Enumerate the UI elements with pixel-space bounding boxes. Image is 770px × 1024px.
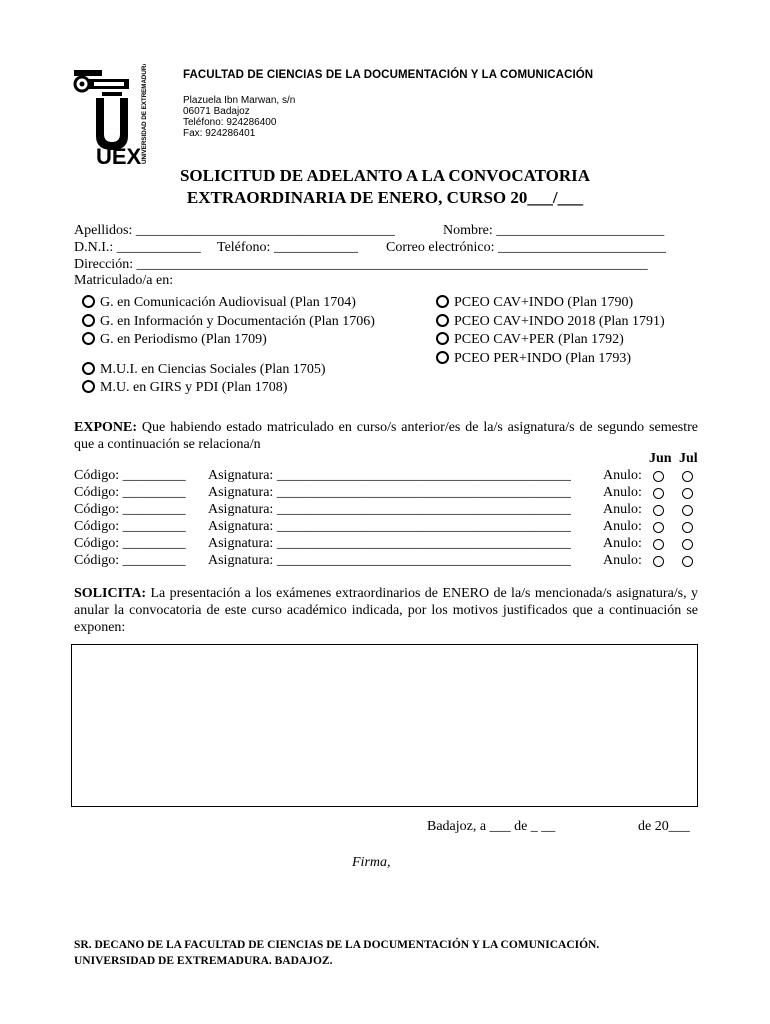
codigo-field[interactable]: Código: _________ xyxy=(74,553,186,568)
matriculado-label: Matriculado/a en: xyxy=(74,273,174,288)
jul-radio-icon[interactable] xyxy=(682,488,693,499)
nombre-field[interactable]: Nombre: ________________________ xyxy=(443,223,665,238)
asignatura-field[interactable]: Asignatura: __________________________________________ xyxy=(208,519,571,534)
jun-radio-icon[interactable] xyxy=(653,488,664,499)
asignatura-field[interactable]: Asignatura: __________________________________________ xyxy=(208,536,571,551)
jul-header: Jul xyxy=(679,451,698,466)
radio-circle-icon xyxy=(436,314,449,327)
address-line: Fax: 924286401 xyxy=(183,128,256,139)
jul-radio-icon[interactable] xyxy=(682,522,693,533)
logo-mark: UEX xyxy=(96,144,142,168)
program-option[interactable]: M.U.I. en Ciencias Sociales (Plan 1705) xyxy=(82,362,326,378)
program-option[interactable]: PCEO PER+INDO (Plan 1793) xyxy=(436,351,631,367)
jun-header: Jun xyxy=(649,451,672,466)
radio-circle-icon xyxy=(82,362,95,375)
jun-radio-icon[interactable] xyxy=(653,471,664,482)
jun-radio-icon[interactable] xyxy=(653,522,664,533)
jul-radio-icon[interactable] xyxy=(682,471,693,482)
direccion-field[interactable]: Dirección: _________________________________________________________________________ xyxy=(74,257,648,272)
date-line-left[interactable]: Badajoz, a ___ de _ __ xyxy=(427,819,556,834)
radio-circle-icon xyxy=(436,295,449,308)
program-option[interactable]: G. en Periodismo (Plan 1709) xyxy=(82,332,267,348)
anulo-label: Anulo: xyxy=(603,502,642,517)
date-line-right[interactable]: de 20___ xyxy=(638,819,690,834)
program-option[interactable]: G. en Información y Documentación (Plan 1706) xyxy=(82,314,375,330)
solicita-paragraph: SOLICITA: La presentación a los exámenes extraordinarios de ENERO de la/s mencionada/s asignatura/s, y anular la convocatoria de este curso académico indicada, por los motivos justificados que a continuación se exponen: xyxy=(74,586,699,635)
dni-field[interactable]: D.N.I.: ____________ xyxy=(74,240,201,255)
footer-line2: UNIVERSIDAD DE EXTREMADURA. BADAJOZ. xyxy=(74,955,333,967)
anulo-label: Anulo: xyxy=(603,536,642,551)
university-logo xyxy=(72,64,160,168)
expone-paragraph: EXPONE: Que habiendo estado matriculado en curso/s anterior/es de la/s asignatura/s de segundo semestre que a continuación se relaciona/n xyxy=(74,420,699,452)
form-title-line2: EXTRAORDINARIA DE ENERO, CURSO 20___/___ xyxy=(186,188,584,207)
motivos-textarea[interactable] xyxy=(71,644,698,807)
radio-circle-icon xyxy=(436,351,449,364)
apellidos-field[interactable]: Apellidos: _____________________________________ xyxy=(74,223,395,238)
footer-line1: SR. DECANO DE LA FACULTAD DE CIENCIAS DE LA DOCUMENTACIÓN Y LA COMUNICACIÓN. xyxy=(74,939,600,951)
faculty-name: FACULTAD DE CIENCIAS DE LA DOCUMENTACIÓN Y LA COMUNICACIÓN xyxy=(183,69,594,81)
radio-circle-icon xyxy=(82,380,95,393)
radio-circle-icon xyxy=(82,314,95,327)
jun-radio-icon[interactable] xyxy=(653,556,664,567)
jun-radio-icon[interactable] xyxy=(653,505,664,516)
jul-radio-icon[interactable] xyxy=(682,556,693,567)
anulo-label: Anulo: xyxy=(603,553,642,568)
codigo-field[interactable]: Código: _________ xyxy=(74,468,186,483)
form-title-line1: SOLICITUD DE ADELANTO A LA CONVOCATORIA xyxy=(179,166,591,185)
address-line: 06071 Badajoz xyxy=(183,106,250,117)
logo-vertical-text: UNIVERSIDAD DE EXTREMADURA xyxy=(141,64,148,164)
radio-circle-icon xyxy=(82,295,95,308)
asignatura-field[interactable]: Asignatura: __________________________________________ xyxy=(208,553,571,568)
telefono-field[interactable]: Teléfono: ____________ xyxy=(217,240,358,255)
address-line: Teléfono: 924286400 xyxy=(183,117,277,128)
radio-circle-icon xyxy=(436,332,449,345)
jul-radio-icon[interactable] xyxy=(682,505,693,516)
signature-label: Firma, xyxy=(352,855,391,870)
codigo-field[interactable]: Código: _________ xyxy=(74,519,186,534)
anulo-label: Anulo: xyxy=(603,485,642,500)
program-option[interactable]: PCEO CAV+PER (Plan 1792) xyxy=(436,332,624,348)
asignatura-field[interactable]: Asignatura: __________________________________________ xyxy=(208,468,571,483)
codigo-field[interactable]: Código: _________ xyxy=(74,485,186,500)
correo-field[interactable]: Correo electrónico: ________________________ xyxy=(386,240,666,255)
anulo-label: Anulo: xyxy=(603,468,642,483)
asignatura-field[interactable]: Asignatura: __________________________________________ xyxy=(208,502,571,517)
address-line: Plazuela Ibn Marwan, s/n xyxy=(183,95,296,106)
codigo-field[interactable]: Código: _________ xyxy=(74,536,186,551)
program-option[interactable]: PCEO CAV+INDO (Plan 1790) xyxy=(436,295,633,311)
program-option[interactable]: M.U. en GIRS y PDI (Plan 1708) xyxy=(82,380,287,396)
program-option[interactable]: PCEO CAV+INDO 2018 (Plan 1791) xyxy=(436,314,665,330)
program-option[interactable]: G. en Comunicación Audiovisual (Plan 1704) xyxy=(82,295,356,311)
asignatura-field[interactable]: Asignatura: __________________________________________ xyxy=(208,485,571,500)
anulo-label: Anulo: xyxy=(603,519,642,534)
radio-circle-icon xyxy=(82,332,95,345)
jul-radio-icon[interactable] xyxy=(682,539,693,550)
jun-radio-icon[interactable] xyxy=(653,539,664,550)
codigo-field[interactable]: Código: _________ xyxy=(74,502,186,517)
